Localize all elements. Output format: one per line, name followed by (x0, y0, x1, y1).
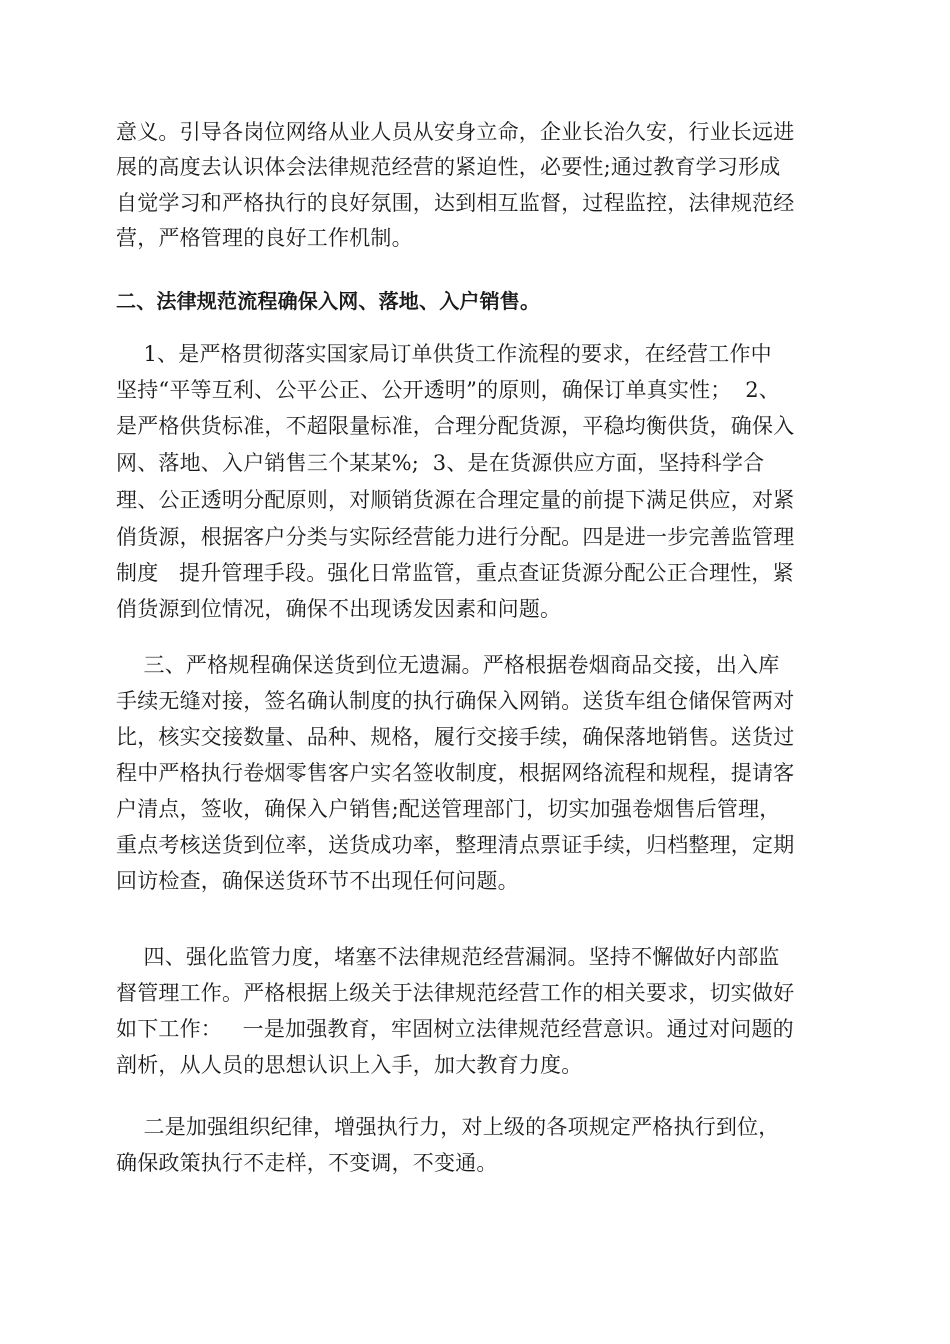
text-line: 如下工作： 一是加强教育，牢固树立法律规范经营意识。通过对问题的 (116, 1017, 794, 1041)
text-line: 二是加强组织纪律，增强执行力，对上级的各项规定严格执行到位， (116, 1115, 780, 1139)
text-line: 自觉学习和严格执行的良好氛围，达到相互监督，过程监控，法律规范经 (116, 191, 795, 215)
text-line: 三、严格规程确保送货到位无遗漏。严格根据卷烟商品交接，出入库 (116, 653, 780, 677)
text-line: 回访检查，确保送货环节不出现任何问题。 (116, 869, 519, 893)
text-line: 重点考核送货到位率，送货成功率，整理清点票证手续，归档整理，定期 (116, 833, 795, 857)
text-line: 程中严格执行卷烟零售客户实名签收制度，根据网络流程和规程，提请客 (116, 761, 795, 785)
text-line: 展的高度去认识体会法律规范经营的紧迫性，必要性;通过教育学习形成 (116, 155, 781, 179)
text-line: 手续无缝对接，签名确认制度的执行确保入网销。送货车组仓储保管两对 (116, 689, 795, 713)
text-line: 坚持“平等互利、公平公正、公开透明”的原则，确保订单真实性； 2、 (116, 378, 780, 402)
text-line: 意义。引导各岗位网络从业人员从安身立命，企业长治久安，行业长远进 (116, 120, 795, 144)
text-line: 比，核实交接数量、品种、规格，履行交接手续，确保落地销售。送货过 (116, 725, 795, 749)
text-line: 制度 提升管理手段。强化日常监管，重点查证货源分配公正合理性，紧 (116, 561, 794, 585)
text-line: 网、落地、入户销售三个某某%; 3、是在货源供应方面，坚持科学合 (116, 451, 765, 475)
text-line: 俏货源到位情况，确保不出现诱发因素和问题。 (116, 597, 562, 621)
text-line: 督管理工作。严格根据上级关于法律规范经营工作的相关要求，切实做好 (116, 981, 795, 1005)
text-line: 营，严格管理的良好工作机制。 (116, 226, 413, 250)
text-line: 户清点，签收，确保入户销售;配送管理部门，切实加强卷烟售后管理， (116, 797, 781, 821)
section-heading-2: 二、法律规范流程确保入网、落地、入户销售。 (116, 289, 541, 313)
text-line: 剖析，从人员的思想认识上入手，加大教育力度。 (116, 1053, 583, 1077)
text-line: 俏货源，根据客户分类与实际经营能力进行分配。四是进一步完善监管理 (116, 525, 795, 549)
text-line: 是严格供货标准，不超限量标准，合理分配货源，平稳均衡供货，确保入 (116, 414, 795, 438)
text-line: 四、强化监管力度，堵塞不法律规范经营漏洞。坚持不懈做好内部监 (116, 945, 780, 969)
text-line: 确保政策执行不走样，不变调，不变通。 (116, 1151, 498, 1175)
text-line: 1、是严格贯彻落实国家局订单供货工作流程的要求，在经营工作中 (116, 342, 772, 366)
text-line: 理、公正透明分配原则，对顺销货源在合理定量的前提下满足供应，对紧 (116, 488, 795, 512)
